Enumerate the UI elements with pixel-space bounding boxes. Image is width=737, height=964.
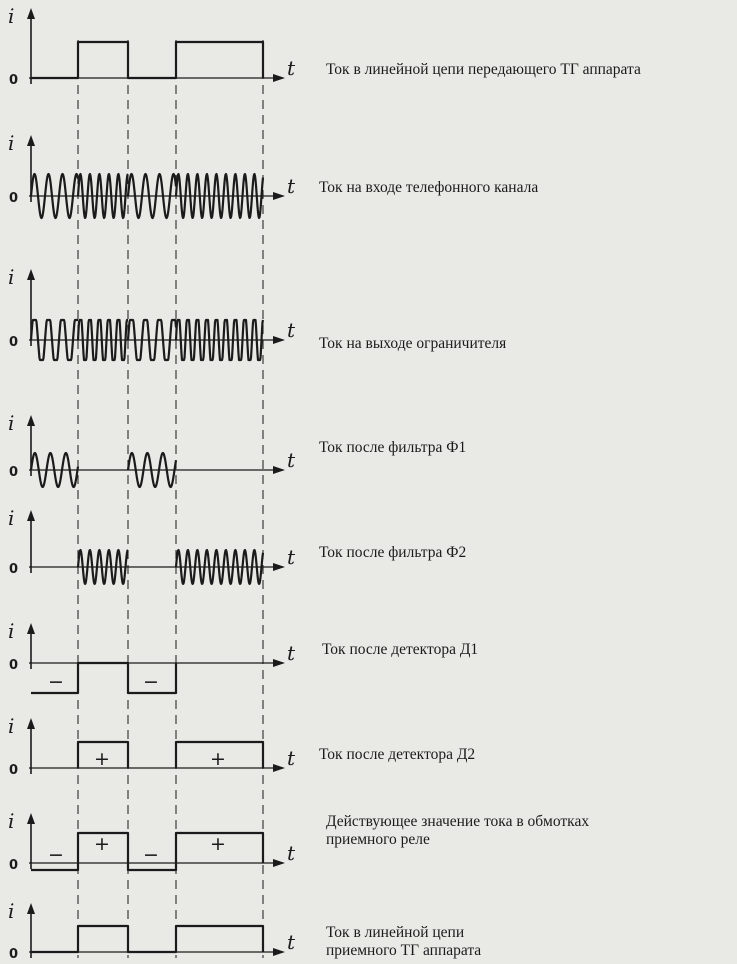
y-axis-arrow <box>27 415 35 426</box>
row-filter1 <box>8 411 466 487</box>
x-axis-arrow <box>273 192 285 200</box>
row-square <box>8 4 641 88</box>
plus-sign: + <box>94 833 110 855</box>
caption-line: Действующее значение тока в обмотках <box>326 813 590 830</box>
square-wave-signal <box>31 42 263 78</box>
caption-line: Ток после фильтра Ф2 <box>319 544 467 561</box>
x-axis-label: t <box>287 841 296 865</box>
row-sine_full <box>8 131 538 218</box>
x-axis-label: t <box>287 174 296 198</box>
y-axis-label: i <box>8 899 15 923</box>
row-caption <box>319 179 538 196</box>
row-caption <box>319 544 466 561</box>
x-axis-label: t <box>287 56 296 80</box>
minus-sign: − <box>48 671 64 693</box>
x-axis-arrow <box>273 336 285 344</box>
caption-line: приемного ТГ аппарата <box>326 942 482 959</box>
row-caption <box>319 335 506 352</box>
caption-line: Ток после детектора Д1 <box>322 641 479 658</box>
row-caption <box>319 746 475 763</box>
y-axis-label: i <box>8 411 15 435</box>
caption-line: Ток после фильтра Ф1 <box>319 439 467 456</box>
x-axis-label: t <box>287 318 296 342</box>
zero-label: 0 <box>9 947 19 962</box>
y-axis-label: i <box>8 131 15 155</box>
y-axis-arrow <box>27 903 35 914</box>
minus-sign: − <box>143 671 159 693</box>
waveform-rows <box>8 4 641 962</box>
minus-sign: − <box>143 844 159 866</box>
x-axis-arrow <box>273 659 285 667</box>
row-caption <box>326 924 481 959</box>
row-sine_limited <box>8 265 506 360</box>
y-axis-arrow <box>27 510 35 521</box>
caption-line: Ток после детектора Д2 <box>319 746 476 763</box>
x-axis-arrow <box>273 563 285 571</box>
x-axis-label: t <box>287 930 296 954</box>
x-axis-label: t <box>287 746 296 770</box>
output-square-wave <box>31 926 263 952</box>
row-caption <box>326 61 641 78</box>
x-axis-label: t <box>287 641 296 665</box>
plus-sign: + <box>94 748 110 770</box>
y-axis-arrow <box>27 813 35 824</box>
caption-line: приемного реле <box>326 831 430 848</box>
zero-label: 0 <box>9 858 19 873</box>
y-axis-label: i <box>8 506 15 530</box>
zero-label: 0 <box>9 562 19 577</box>
x-axis-arrow <box>273 764 285 772</box>
x-axis-arrow <box>273 466 285 474</box>
y-axis-label: i <box>8 809 15 833</box>
caption-line: Ток в линейной цепи <box>326 924 465 941</box>
row-filter2 <box>8 506 466 584</box>
zero-label: 0 <box>9 335 19 350</box>
x-axis-arrow <box>273 948 285 956</box>
row-caption <box>319 439 466 456</box>
y-axis-label: i <box>8 714 15 738</box>
y-axis-label: i <box>8 265 15 289</box>
x-axis-arrow <box>273 74 285 82</box>
x-axis-arrow <box>273 859 285 867</box>
y-axis-arrow <box>27 8 35 19</box>
y-axis-label: i <box>8 4 15 28</box>
zero-label: 0 <box>9 763 19 778</box>
plus-sign: + <box>210 833 226 855</box>
y-axis-arrow <box>27 269 35 280</box>
zero-label: 0 <box>9 73 19 88</box>
minus-sign: − <box>48 844 64 866</box>
plus-sign: + <box>210 748 226 770</box>
caption-line: Ток на выходе ограничителя <box>319 335 507 352</box>
row-square_out <box>8 899 481 962</box>
zero-label: 0 <box>9 465 19 480</box>
y-axis-arrow <box>27 623 35 634</box>
zero-label: 0 <box>9 658 19 673</box>
caption-line: Ток на входе телефонного канала <box>319 179 539 196</box>
y-axis-arrow <box>27 718 35 729</box>
x-axis-label: t <box>287 448 296 472</box>
row-caption <box>322 641 478 658</box>
row-caption <box>326 813 589 848</box>
caption-line: Ток в линейной цепи передающего ТГ аппарата <box>326 61 641 78</box>
zero-label: 0 <box>9 191 19 206</box>
y-axis-arrow <box>27 135 35 146</box>
y-axis-label: i <box>8 619 15 643</box>
x-axis-label: t <box>287 545 296 569</box>
row-relay <box>8 809 589 873</box>
